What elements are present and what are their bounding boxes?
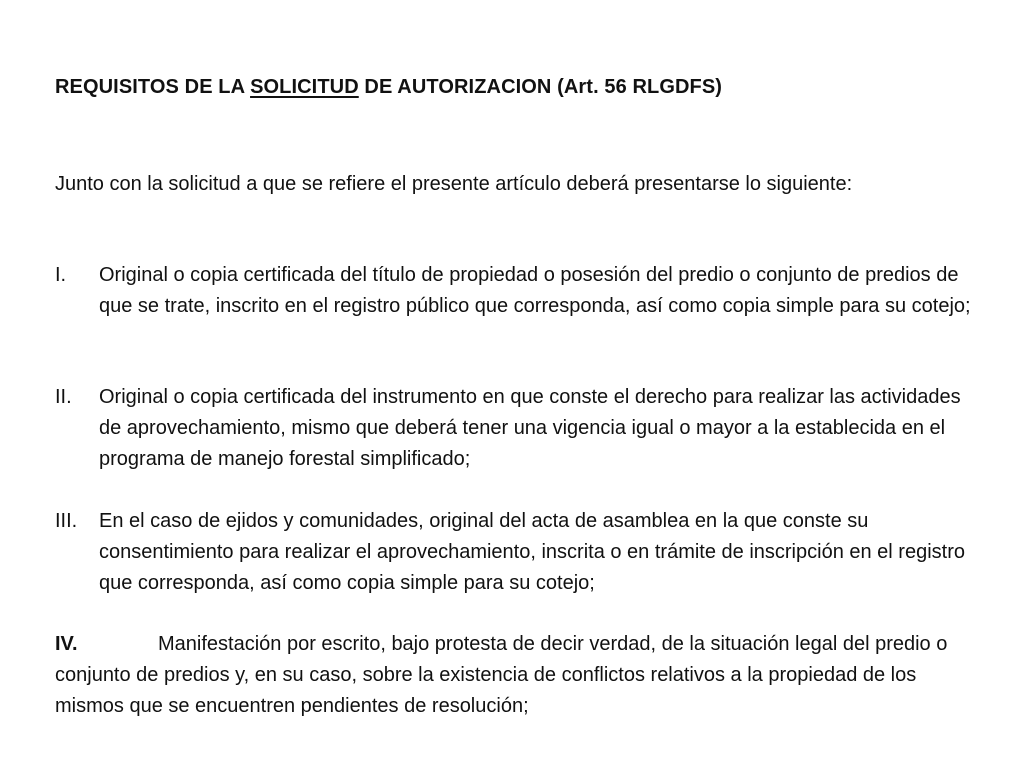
title-underlined-word: SOLICITUD [250,76,359,98]
list-item [55,506,985,599]
list-item [55,382,985,475]
item-text: En el caso de ejidos y comunidades, original del acta de asamblea en la que conste su consentimiento para realizar el aprovechamiento, inscrita o en trámite de inscripción en el registro que corresponda, así como copia simple para su cotejo; [99,510,965,594]
item-text: Original o copia certificada del instrumento en que conste el derecho para realizar las actividades de aprovechamiento, mismo que deberá tener una vigencia igual o mayor a la establecida en el programa de manejo forestal simplificado; [99,386,961,470]
list-item [55,629,985,722]
title-part-2: DE AUTORIZACION (Art. 56 RLGDFS) [358,76,723,98]
item-number: I. [55,264,67,286]
intro-paragraph: Junto con la solicitud a que se refiere el presente artículo deberá presentarse lo siguiente: [55,173,853,195]
title-part-1: REQUISITOS DE LA [55,76,251,98]
slide-title [55,76,722,99]
item-number: III. [55,510,78,532]
list-item [55,260,985,322]
item-number: IV. [55,633,78,655]
item-text: Original o copia certificada del título de propiedad o posesión del predio o conjunto de predios de que se trate, inscrito en el registro público que corresponda, así como copia simple para su cotejo; [99,264,971,317]
item-text: Manifestación por escrito, bajo protesta de decir verdad, de la situación legal del predio o conjunto de predios y, en su caso, sobre la existencia de conflictos relativos a la propiedad de los mismos que se encuentren pendientes de resolución; [55,633,948,717]
item-number: II. [55,386,72,408]
